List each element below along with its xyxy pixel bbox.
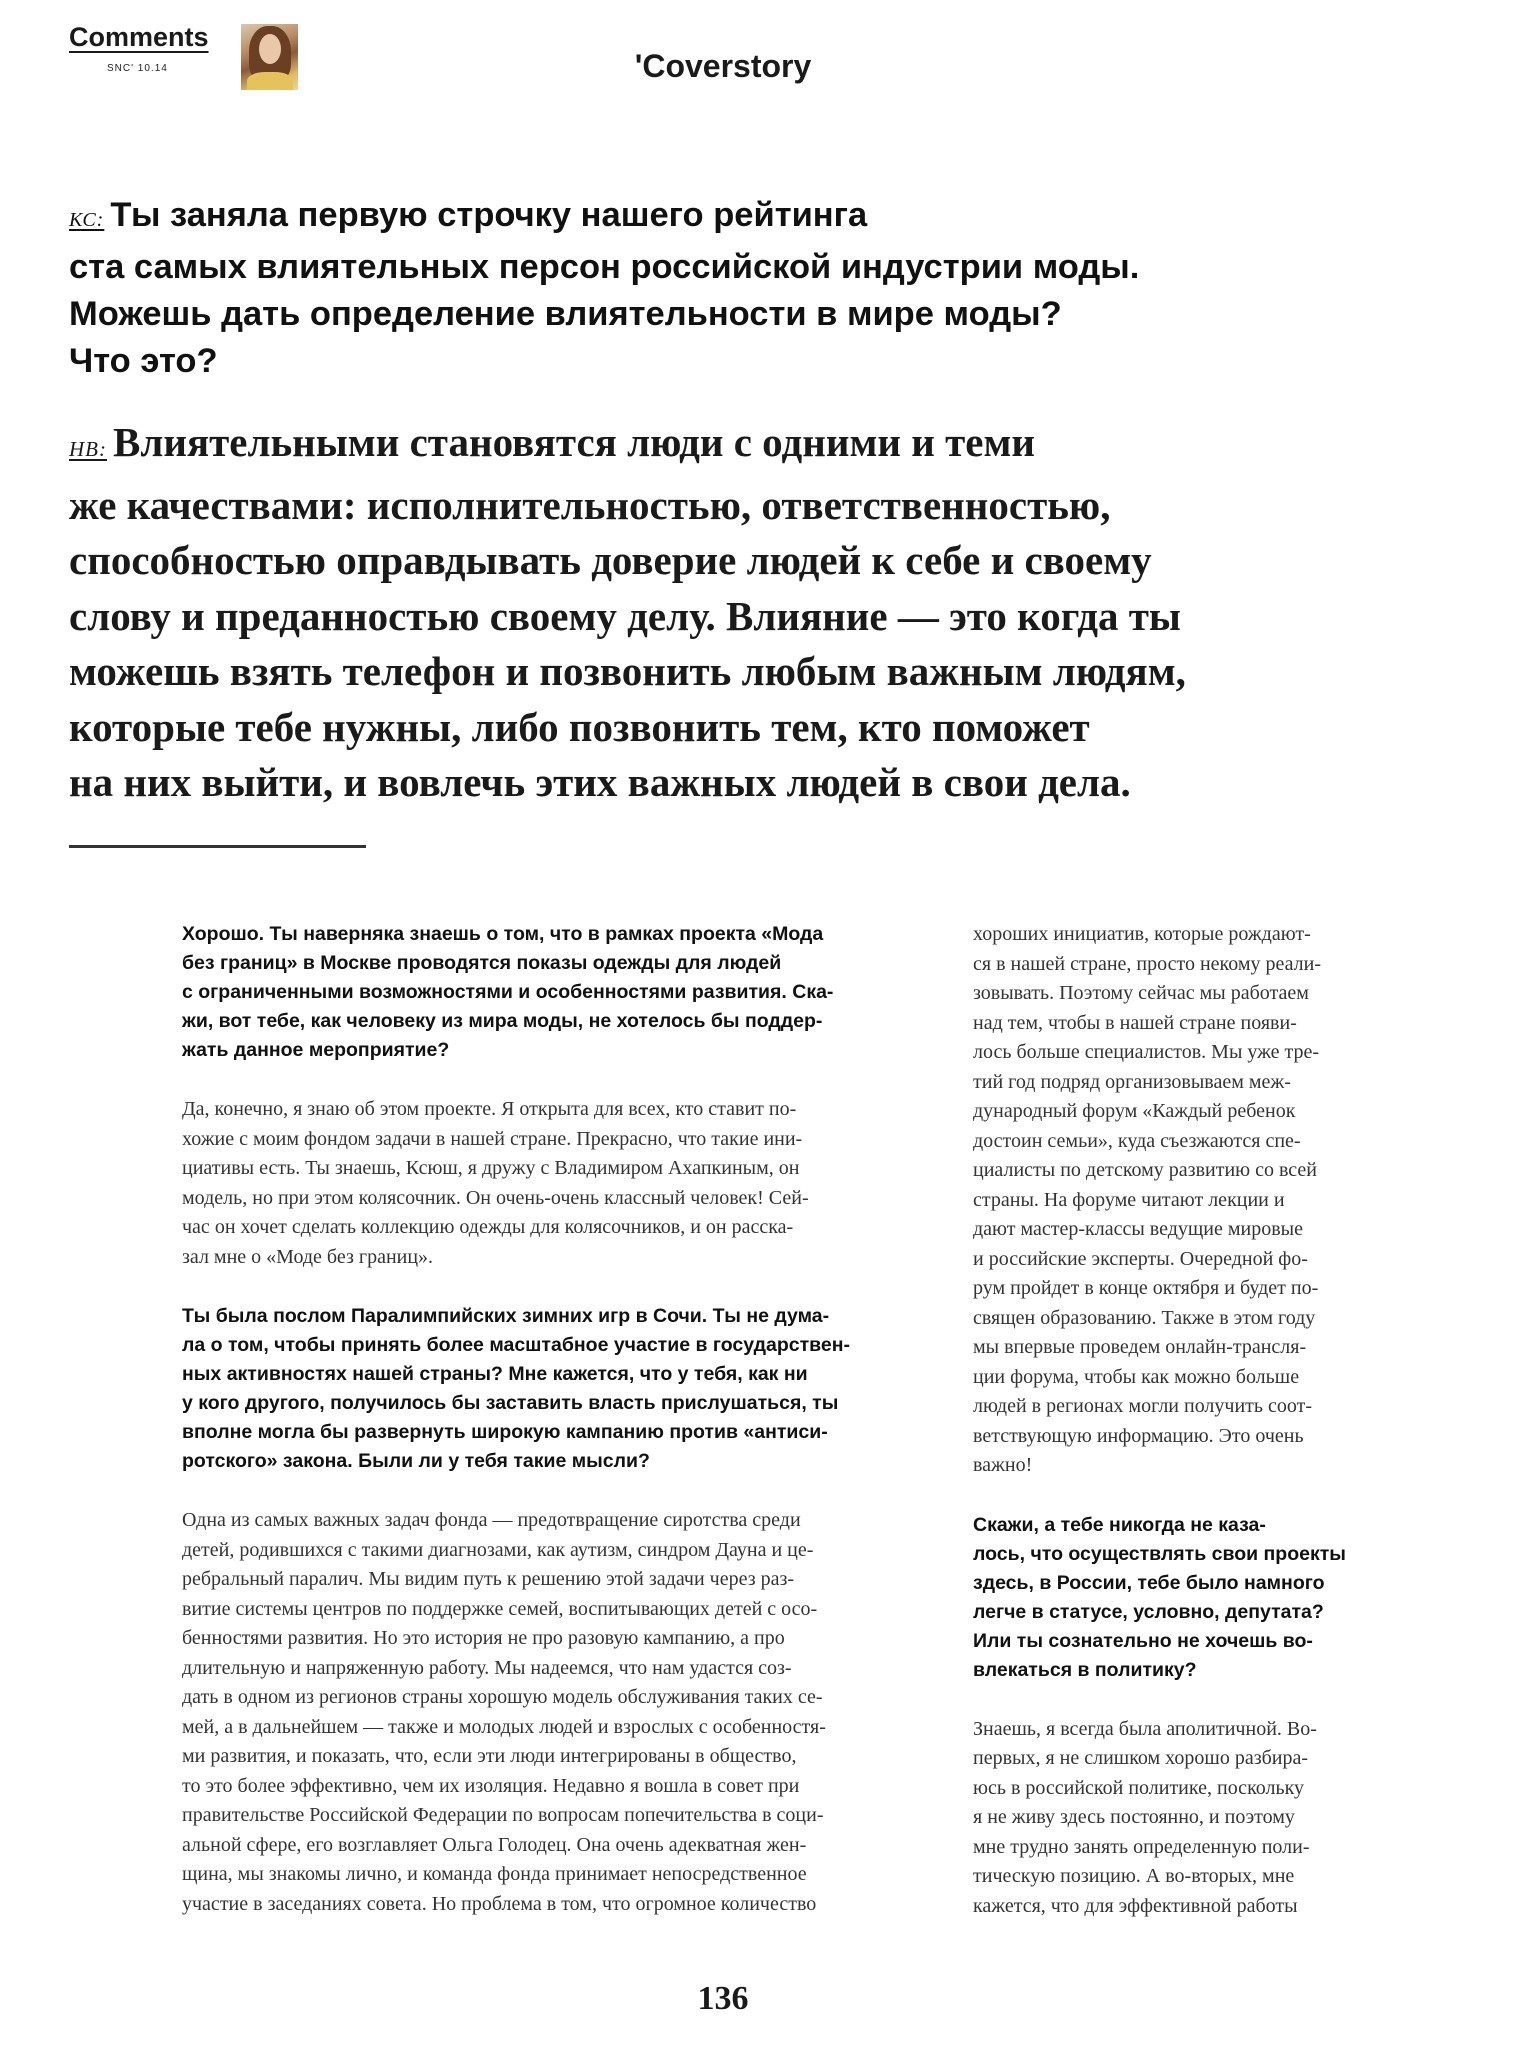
lead-answer-line: можешь взять телефон и позвонить любым важным людям, — [69, 648, 1186, 694]
answer-paragraph: Одна из самых важных задач фонда — предотвращение сиротства среди детей, родившихся с такими диагнозами, как аутизм, синдром Дауна и це- ребральный паралич. Мы видим путь к решению этой задачи через раз- витие системы центров по поддержке семей, воспитывающих детей с осо- бенностями развития. Но это история не про разовую кампанию, а про длительную и напряженную работу. Мы надеемся, что нам удастся соз- дать в одном из регионов страны хорошую модель обслуживания таких се- мей, а в дальнейшем — также и молодых людей и взрослых с особенностя- ми развития, и показать, что, если эти люди интегрированы в общество, то это более эффективно, чем их изоляция. Недавно я вошла в совет при правительстве Российской Федерации по вопросам попечительства в соци- альной сфере, его возглавляет Ольга Голодец. Она очень адекватная жен- щина, мы знакомы лично, и команда фонда принимает непосредственное участие в заседаниях совета. Но проблема в том, что огромное количество — [182, 1509, 826, 1915]
interviewer-prefix: КС: — [69, 209, 105, 231]
lead-answer-line: которые тебе нужны, либо позвонить тем, кто поможет — [69, 703, 1090, 750]
interviewee-prefix: НВ: — [69, 437, 107, 461]
answer-paragraph: Знаешь, я всегда была аполитичной. Во- первых, я не слишком хорошо разбира- юсь в российской политике, поскольку я не живу здесь постоянно, и поэтому мне трудно занять определенную поли- тическую позицию. А во-вторых, мне кажется, что для эффективной работы — [973, 1717, 1317, 1917]
comments-label[interactable]: Comments — [69, 22, 209, 52]
lead-question-line: Можешь дать определение влиятельности в мире моды? — [69, 295, 1062, 333]
section-title: 'Coverstory — [634, 48, 812, 84]
lead-answer-line: слову и преданностью своему делу. Влияние — это когда ты — [69, 592, 1181, 639]
lead-answer — [69, 415, 1429, 811]
answer-paragraph: Да, конечно, я знаю об этом проекте. Я открыта для всех, кто ставит по- хожие с моим фондом задачи в нашей стране. Прекрасно, что такие ини- циативы есть. Ты знаешь, Ксюш, я дружу с Владимиром Ахапкиным, он модель, но при этом колясочник. Он очень-очень классный человек! Сей- час он хочет сделать коллекцию одежды для колясочников, и он расска- зал мне о «Моде без границ». — [182, 1098, 809, 1268]
divider — [69, 845, 366, 848]
question-paragraph: Ты была послом Паралимпийских зимних игр в Сочи. Ты не дума- ла о том, чтобы принять более масштабное участие в государствен- ных активностях нашей страны? Мне кажется, что у тебя, как ни у кого другого, получилось бы заставить власть прислушаться, ты вполне могла бы развернуть широкую кампанию против «антиси- ротского» закона. Были ли у тебя такие мысли? — [182, 1305, 850, 1472]
lead-answer-line: способностью оправдывать доверие людей к себе и своему — [69, 537, 1152, 583]
lead-question-line: ста самых влиятельных персон российской индустрии моды. — [69, 248, 1140, 286]
issue-label: SNC' 10.14 — [107, 63, 168, 74]
answer-paragraph: хороших инициатив, которые рождают- ся в нашей стране, просто некому реали- зовывать. Поэтому сейчас мы работаем над тем, чтобы в нашей стране появи- лось больше специалистов. Мы уже тре- тий год подряд организовываем меж- дународный форум «Каждый ребенок достоин семьи», куда съезжаются спе- циалисты по детскому развитию со всей страны. На форуме читают лекции и дают мастер-классы ведущие мировые и российские эксперты. Очередной фо- рум пройдет в конце октября и будет по- священ образованию. Также в этом году мы впервые проведем онлайн-трансля- ции форума, чтобы как можно больше людей в регионах могли получить соот- ветствующую информацию. Это очень важно! — [973, 923, 1322, 1476]
left-column — [182, 920, 925, 1919]
lead-answer-line: Влиятельными становятся люди с одними и теми — [113, 419, 1036, 465]
lead-question-line: Ты заняла первую строчку нашего рейтинга — [110, 196, 868, 234]
page-number: 136 — [697, 1980, 749, 2017]
lead-question-line: Что это? — [69, 342, 218, 380]
question-paragraph: Скажи, а тебе никогда не каза- лось, что осуществлять свои проекты здесь, в России, тебе было намного легче в статусе, условно, депутата? Или ты сознательно не хочешь во- влекаться в политику? — [973, 1513, 1346, 1681]
lead-question — [69, 192, 1389, 385]
lead-answer-line: на них выйти, и вовлечь этих важных людей в свои дела. — [69, 759, 1131, 805]
lead-answer-line: же качествами: исполнительностью, ответственностью, — [69, 481, 1111, 528]
right-column — [973, 920, 1381, 1921]
question-paragraph: Хорошо. Ты наверняка знаешь о том, что в рамках проекта «Мода без границ» в Москве проводятся показы одежды для людей с ограниченными возможностями и особенностями развития. Ска- жи, вот тебе, как человеку из мира моды, не хотелось бы поддер- жать данное мероприятие? — [182, 923, 834, 1061]
